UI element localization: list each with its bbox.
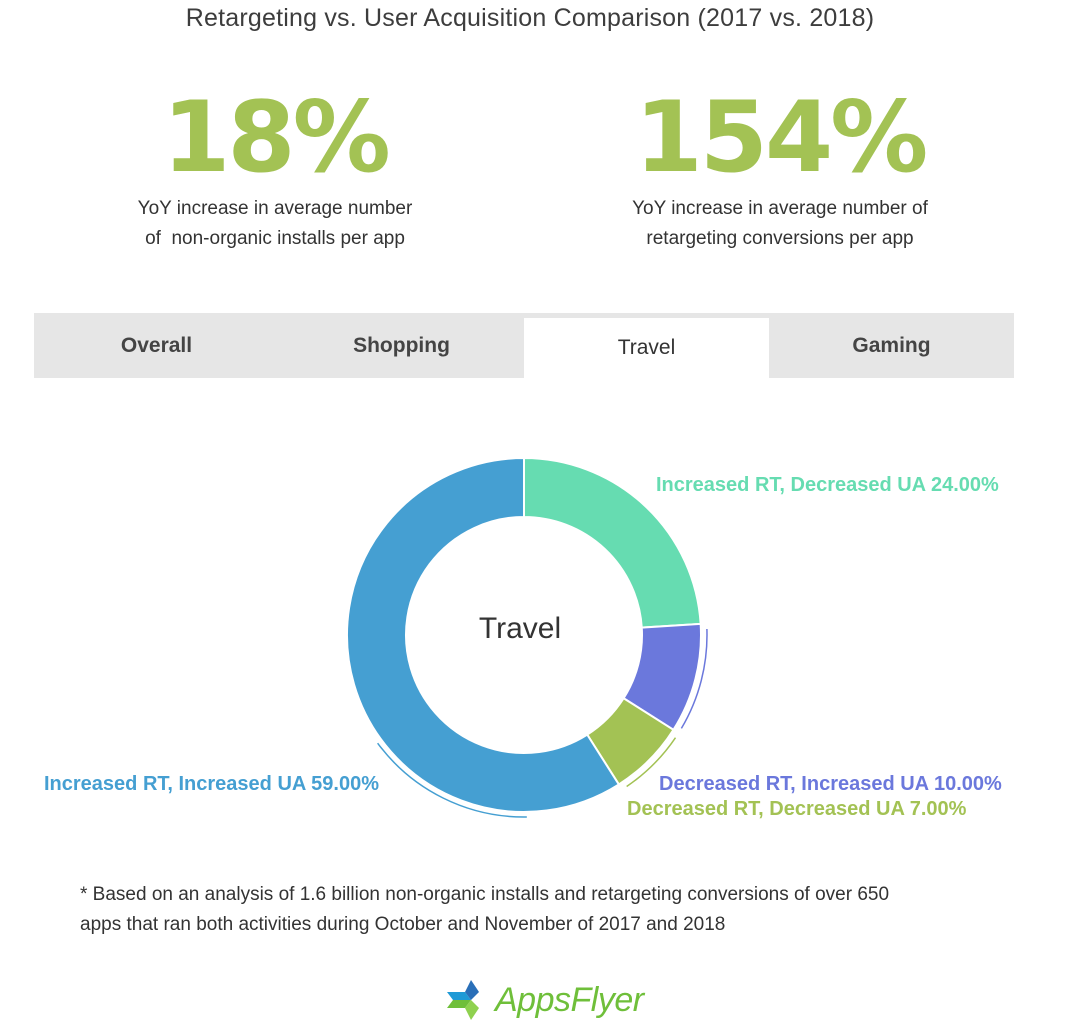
footnote-line2: apps that ran both activities during October and November of 2017 and 2018 (80, 914, 726, 935)
appsflyer-logo-icon (445, 978, 491, 1022)
slice-label-decreased-rt-increased-ua: Decreased RT, Increased UA 10.00% (659, 773, 1002, 795)
appsflyer-logo-text: AppsFlyer (495, 980, 644, 1019)
tab-travel[interactable]: Travel (524, 318, 769, 378)
tab-shopping[interactable]: Shopping (353, 333, 450, 357)
slice-label-increased-rt-increased-ua: Increased RT, Increased UA 59.00% (44, 773, 379, 795)
stat-installs-desc-line1: YoY increase in average number (137, 198, 413, 219)
stat-installs (110, 81, 440, 254)
slice-label-increased-rt-decreased-ua: Increased RT, Decreased UA 24.00% (656, 474, 999, 496)
stat-conversions (595, 81, 965, 254)
stat-conversions-desc-line1: YoY increase in average number of (632, 198, 928, 219)
tab-gaming[interactable]: Gaming (852, 333, 931, 357)
stat-installs-value: 18% (162, 81, 388, 195)
footnote-line1: * Based on an analysis of 1.6 billion non-organic installs and retargeting conversions of over 650 (80, 884, 890, 905)
slice-label-decreased-rt-decreased-ua: Decreased RT, Decreased UA 7.00% (627, 798, 967, 820)
chart-title: Retargeting vs. User Acquisition Comparison (2017 vs. 2018) (185, 4, 875, 32)
stat-installs-desc (110, 194, 440, 254)
category-tabs (34, 313, 1014, 378)
tab-overall[interactable]: Overall (120, 333, 193, 357)
appsflyer-logo (445, 978, 644, 1022)
stat-installs-desc-line2: of non-organic installs per app (145, 228, 405, 249)
footnote (80, 880, 1040, 940)
stat-conversions-desc-line2: retargeting conversions per app (646, 228, 914, 249)
stat-conversions-value: 154% (634, 81, 926, 195)
donut-center-label: Travel (478, 612, 562, 645)
stat-conversions-desc (595, 194, 965, 254)
